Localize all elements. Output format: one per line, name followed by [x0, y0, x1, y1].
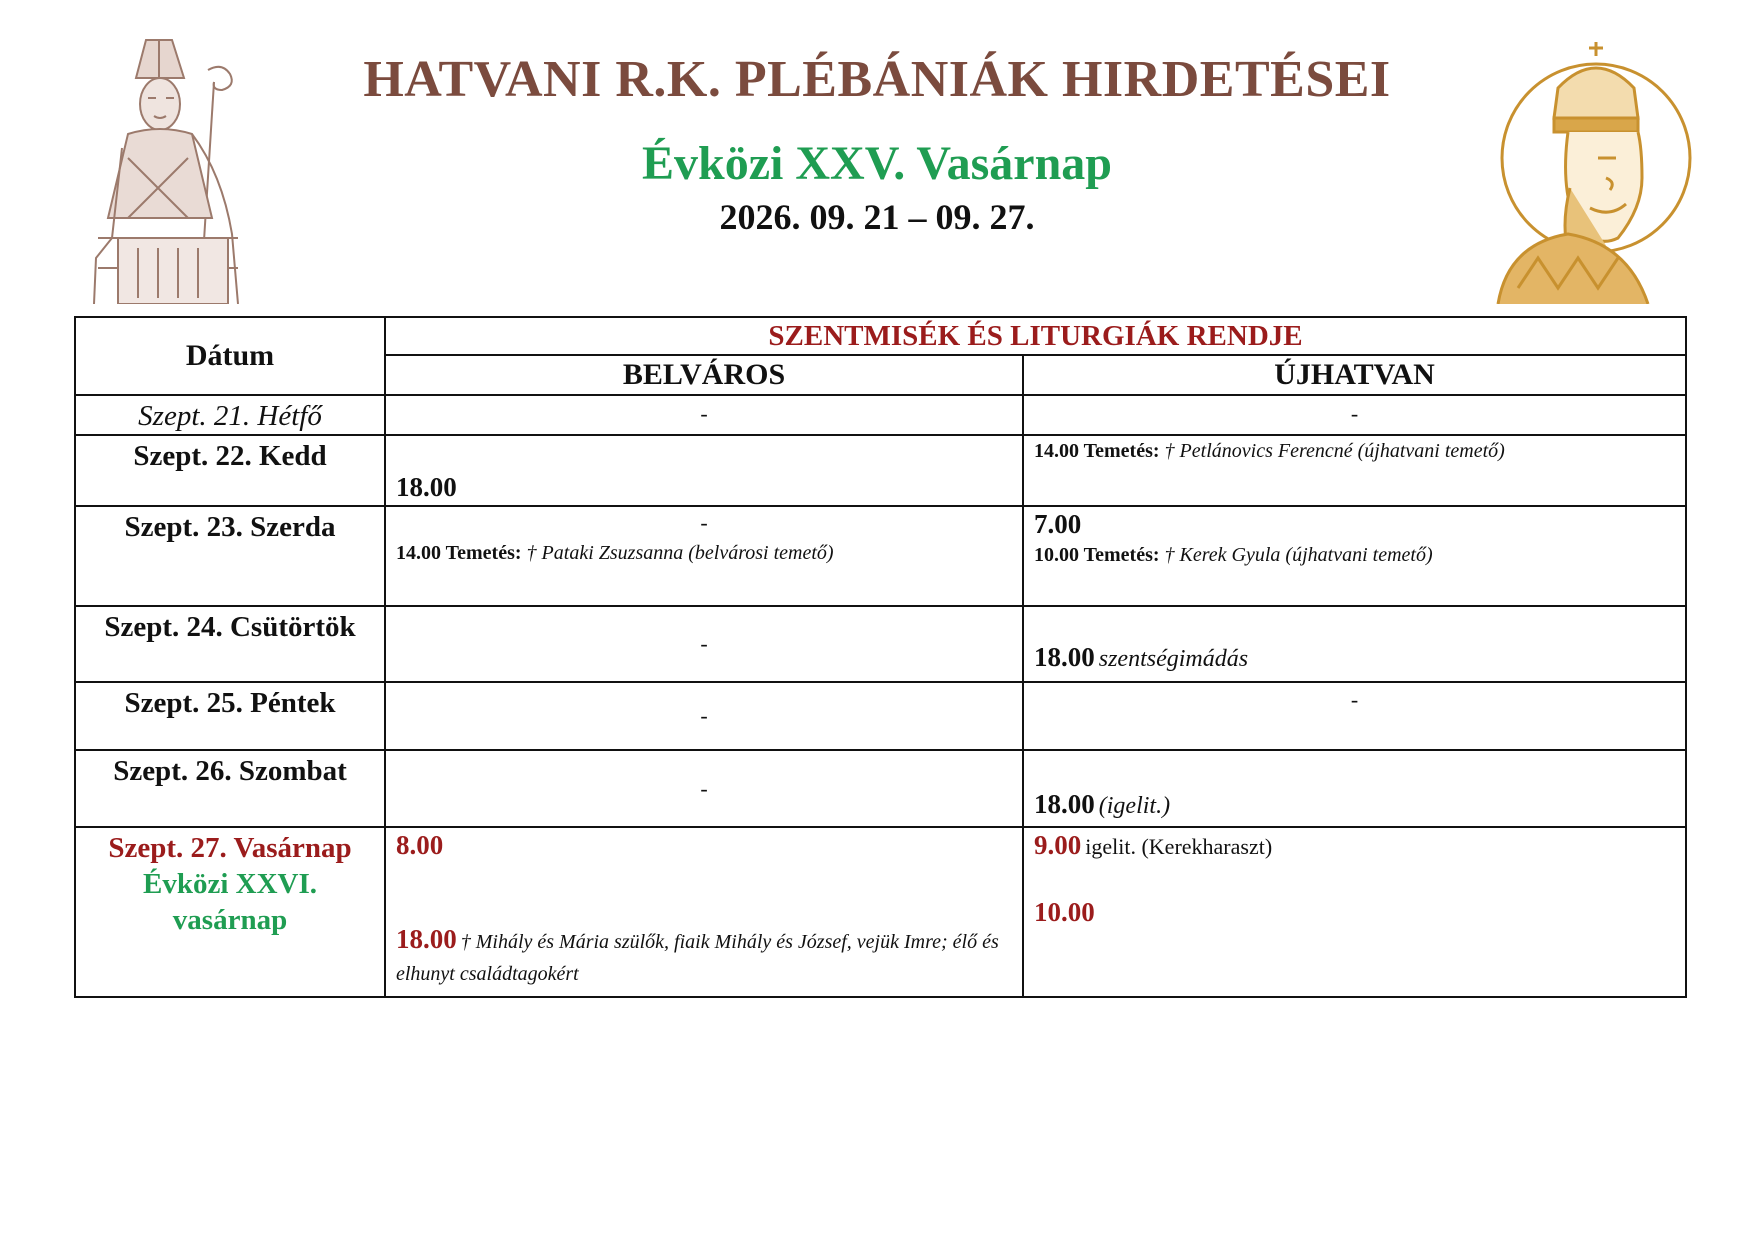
funeral-time: 14.00 Temetés:	[396, 542, 522, 564]
mass-time: 18.00	[396, 472, 457, 502]
row-date: Szept. 26. Szombat	[75, 750, 385, 827]
empty-dash: -	[700, 510, 708, 535]
funeral-note: † Kerek Gyula (újhatvani temető)	[1164, 544, 1433, 566]
mass-note: igelit. (Kerekharaszt)	[1085, 834, 1273, 859]
row-date: Szept. 23. Szerda	[75, 506, 385, 606]
header-belvaros: BELVÁROS	[385, 355, 1023, 395]
table-row	[75, 682, 1686, 750]
funeral-note: † Pataki Zsuzsanna (belvárosi temető)	[526, 542, 834, 564]
mass-time: 7.00	[1034, 509, 1082, 539]
header-ujhatvan: ÚJHATVAN	[1023, 355, 1686, 395]
mass-intention: † Mihály és Mária szülők, fiaik Mihály és József, vejük Imre; élő és elhunyt családtagokért	[396, 931, 999, 985]
table-row	[75, 395, 1686, 435]
page-title: HATVANI R.K. PLÉBÁNIÁK HIRDETÉSEI	[363, 51, 1391, 108]
table-row	[75, 506, 1686, 606]
sunday-name: Évközi XXVI.	[142, 868, 317, 900]
table-row	[75, 827, 1686, 997]
mass-schedule-table	[74, 316, 1685, 998]
belvaros-cell	[385, 827, 1023, 997]
header-schedule: SZENTMISÉK ÉS LITURGIÁK RENDJE	[385, 317, 1686, 355]
belvaros-cell: -	[385, 750, 1023, 827]
belvaros-cell	[385, 506, 1023, 606]
belvaros-cell: -	[385, 395, 1023, 435]
funeral-note: † Petlánovics Ferencné (újhatvani temető)	[1164, 440, 1505, 462]
mass-time: 18.00	[1034, 789, 1095, 819]
row-date: Szept. 24. Csütörtök	[75, 606, 385, 682]
mass-time: 10.00	[1034, 897, 1095, 927]
row-date: Szept. 21. Hétfő	[75, 395, 385, 435]
ujhatvan-cell	[1023, 506, 1686, 606]
mass-time: 9.00	[1034, 830, 1082, 860]
funeral-time: 10.00 Temetés:	[1034, 544, 1160, 566]
table-row	[75, 750, 1686, 827]
mass-time: 8.00	[396, 830, 444, 860]
mass-time: 18.00	[1034, 642, 1095, 672]
ujhatvan-cell	[1023, 827, 1686, 997]
row-date: Szept. 22. Kedd	[75, 435, 385, 506]
header-date: Dátum	[75, 317, 385, 395]
row-date: Szept. 25. Péntek	[75, 682, 385, 750]
belvaros-cell	[385, 435, 1023, 506]
date-range: 2026. 09. 21 – 09. 27.	[719, 197, 1035, 237]
ujhatvan-cell	[1023, 750, 1686, 827]
ujhatvan-cell: -	[1023, 682, 1686, 750]
ujhatvan-cell	[1023, 435, 1686, 506]
mass-note: (igelit.)	[1098, 793, 1171, 819]
mass-time: 18.00	[396, 924, 457, 954]
table-row	[75, 435, 1686, 506]
funeral-time: 14.00 Temetés:	[1034, 440, 1160, 462]
belvaros-cell: -	[385, 606, 1023, 682]
mass-note: szentségimádás	[1098, 646, 1249, 672]
belvaros-cell: -	[385, 682, 1023, 750]
row-date	[75, 827, 385, 997]
ujhatvan-cell	[1023, 606, 1686, 682]
page-subtitle: Évközi XXV. Vasárnap	[642, 137, 1112, 190]
ujhatvan-cell: -	[1023, 395, 1686, 435]
table-row	[75, 606, 1686, 682]
sunday-date: Szept. 27. Vasárnap	[108, 832, 352, 864]
sunday-name-2: vasárnap	[172, 904, 288, 936]
